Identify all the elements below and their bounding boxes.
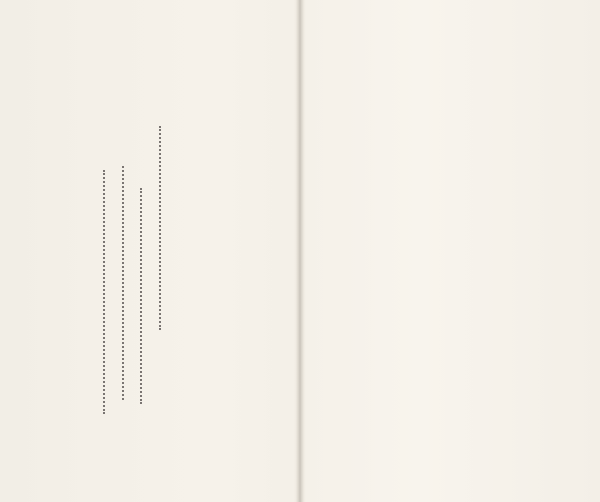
dot-leader-kamiina (140, 188, 142, 404)
right-page (302, 0, 600, 502)
dot-leader-takato (122, 166, 124, 400)
dot-leader-hashigaki (159, 126, 161, 330)
dot-leader-meisho (103, 170, 105, 414)
left-page (0, 0, 298, 502)
